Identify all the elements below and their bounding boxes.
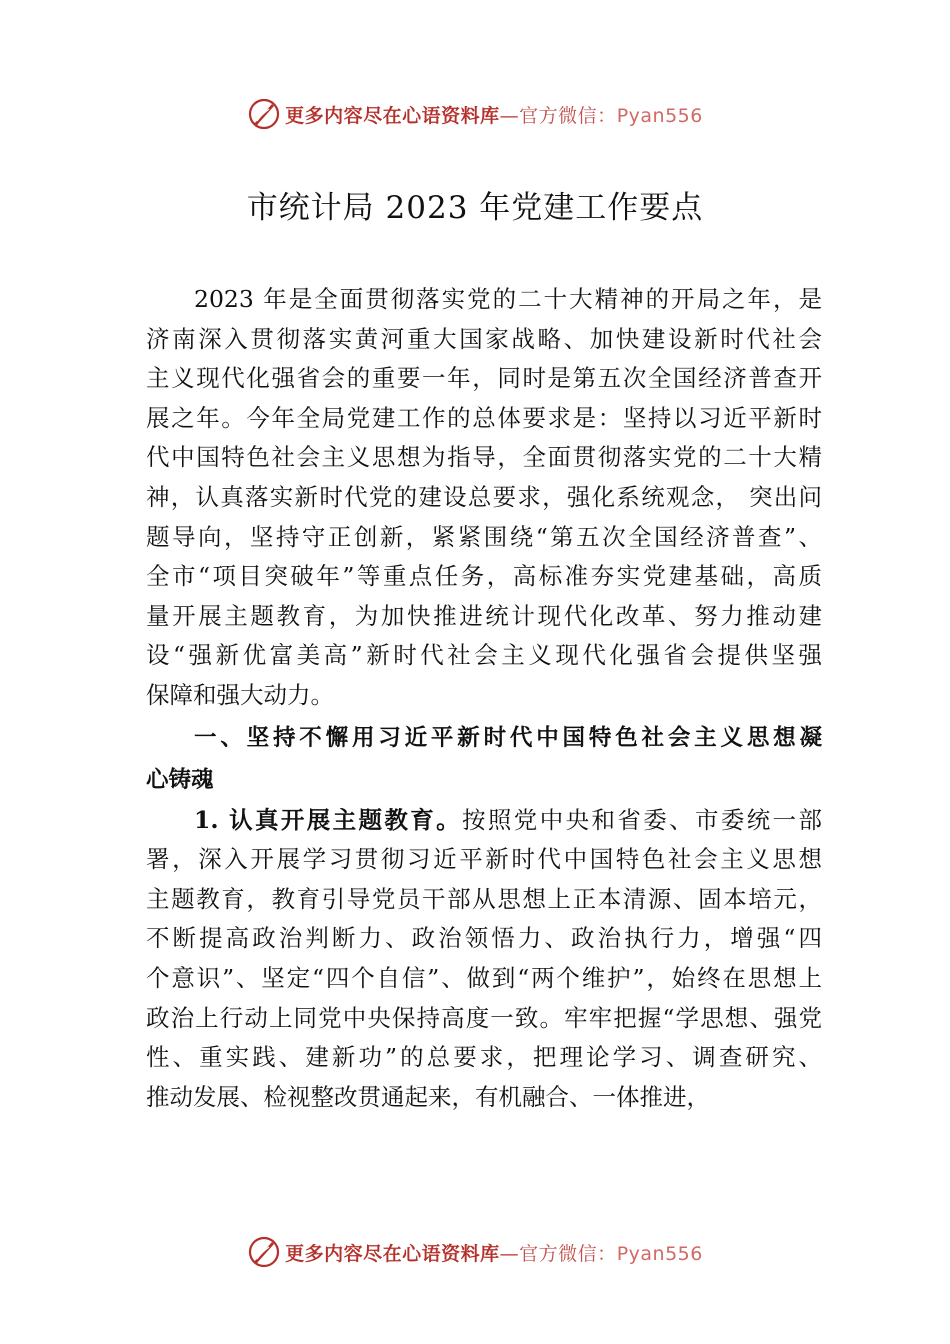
banner-wechat-label: 官方微信：	[519, 104, 617, 127]
intro-line: 保障和强大动力。	[146, 680, 334, 709]
banner-wechat-id: Pyan556	[616, 104, 703, 127]
banner-dash: —	[499, 104, 520, 127]
item-1-line: 政治上行动上同党中央保持高度一致。牢牢把握“学思想、强党	[146, 1003, 822, 1032]
item-1-line: 推动发展、检视整改贯通起来，有机融合、一体推进，	[146, 1082, 710, 1111]
header-watermark-banner	[0, 94, 950, 134]
intro-line: 主义现代化强省会的重要一年，同时是第五次全国经济普查开	[146, 364, 822, 393]
intro-line: 2023 年是全面贯彻落实党的二十大精神的开局之年，是	[194, 285, 822, 313]
intro-line: 设“强新优富美高”新时代社会主义现代化强省会提供坚强	[146, 641, 822, 670]
section-1-heading-cont: 心铸魂	[146, 766, 214, 793]
item-1-first-line	[146, 801, 822, 841]
intro-line: 展之年。今年全局党建工作的总体要求是：坚持以习近平新时	[146, 403, 822, 432]
banner-wechat-id: Pyan556	[616, 1242, 703, 1265]
quill-pen-logo-icon	[247, 97, 281, 131]
intro-line: 神，认真落实新时代党的建设总要求，强化系统观念， 突出问	[146, 482, 822, 511]
item-1-line: 个意识”、坚定“四个自信”、做到“两个维护”，始终在思想上	[146, 963, 822, 992]
intro-line: 代中国特色社会主义思想为指导，全面贯彻落实党的二十大精	[146, 443, 822, 472]
item-1-line: 主题教育，教育引导党员干部从思想上正本清源、固本培元，	[146, 884, 822, 913]
banner-text	[285, 1239, 703, 1266]
intro-line: 量开展主题教育，为加快推进统计现代化改革、努力推动建	[146, 601, 822, 630]
item-1-first-rest: 按照党中央和省委、市委统一部	[462, 805, 822, 834]
document-body	[146, 280, 822, 1117]
banner-brand: 更多内容尽在心语资料库	[285, 1242, 500, 1265]
item-1-line: 署，深入开展学习贯彻习近平新时代中国特色社会主义思想	[146, 845, 822, 874]
document-title: 市统计局 2023 年党建工作要点	[246, 190, 704, 226]
section-1-heading: 一、坚持不懈用习近平新时代中国特色社会主义思想凝	[194, 724, 822, 751]
item-1-label: 1. 认真开展主题教育。	[194, 805, 463, 834]
banner-brand: 更多内容尽在心语资料库	[285, 104, 500, 127]
quill-pen-logo-icon	[247, 1235, 281, 1269]
banner-dash: —	[499, 1242, 520, 1265]
item-1-line: 不断提高政治判断力、政治领悟力、政治执行力，增强“四	[146, 924, 822, 953]
banner-wechat-label: 官方微信：	[519, 1242, 617, 1265]
footer-watermark-banner	[0, 1232, 950, 1272]
intro-line: 全市“项目突破年”等重点任务，高标准夯实党建基础，高质	[146, 562, 822, 591]
item-1-line: 性、重实践、建新功”的总要求，把理论学习、调查研究、	[146, 1043, 822, 1072]
intro-line: 济南深入贯彻落实黄河重大国家战略、加快建设新时代社会	[146, 324, 822, 353]
banner-text	[285, 101, 703, 128]
intro-line: 题导向，坚持守正创新，紧紧围绕“第五次全国经济普查”、	[146, 522, 822, 551]
